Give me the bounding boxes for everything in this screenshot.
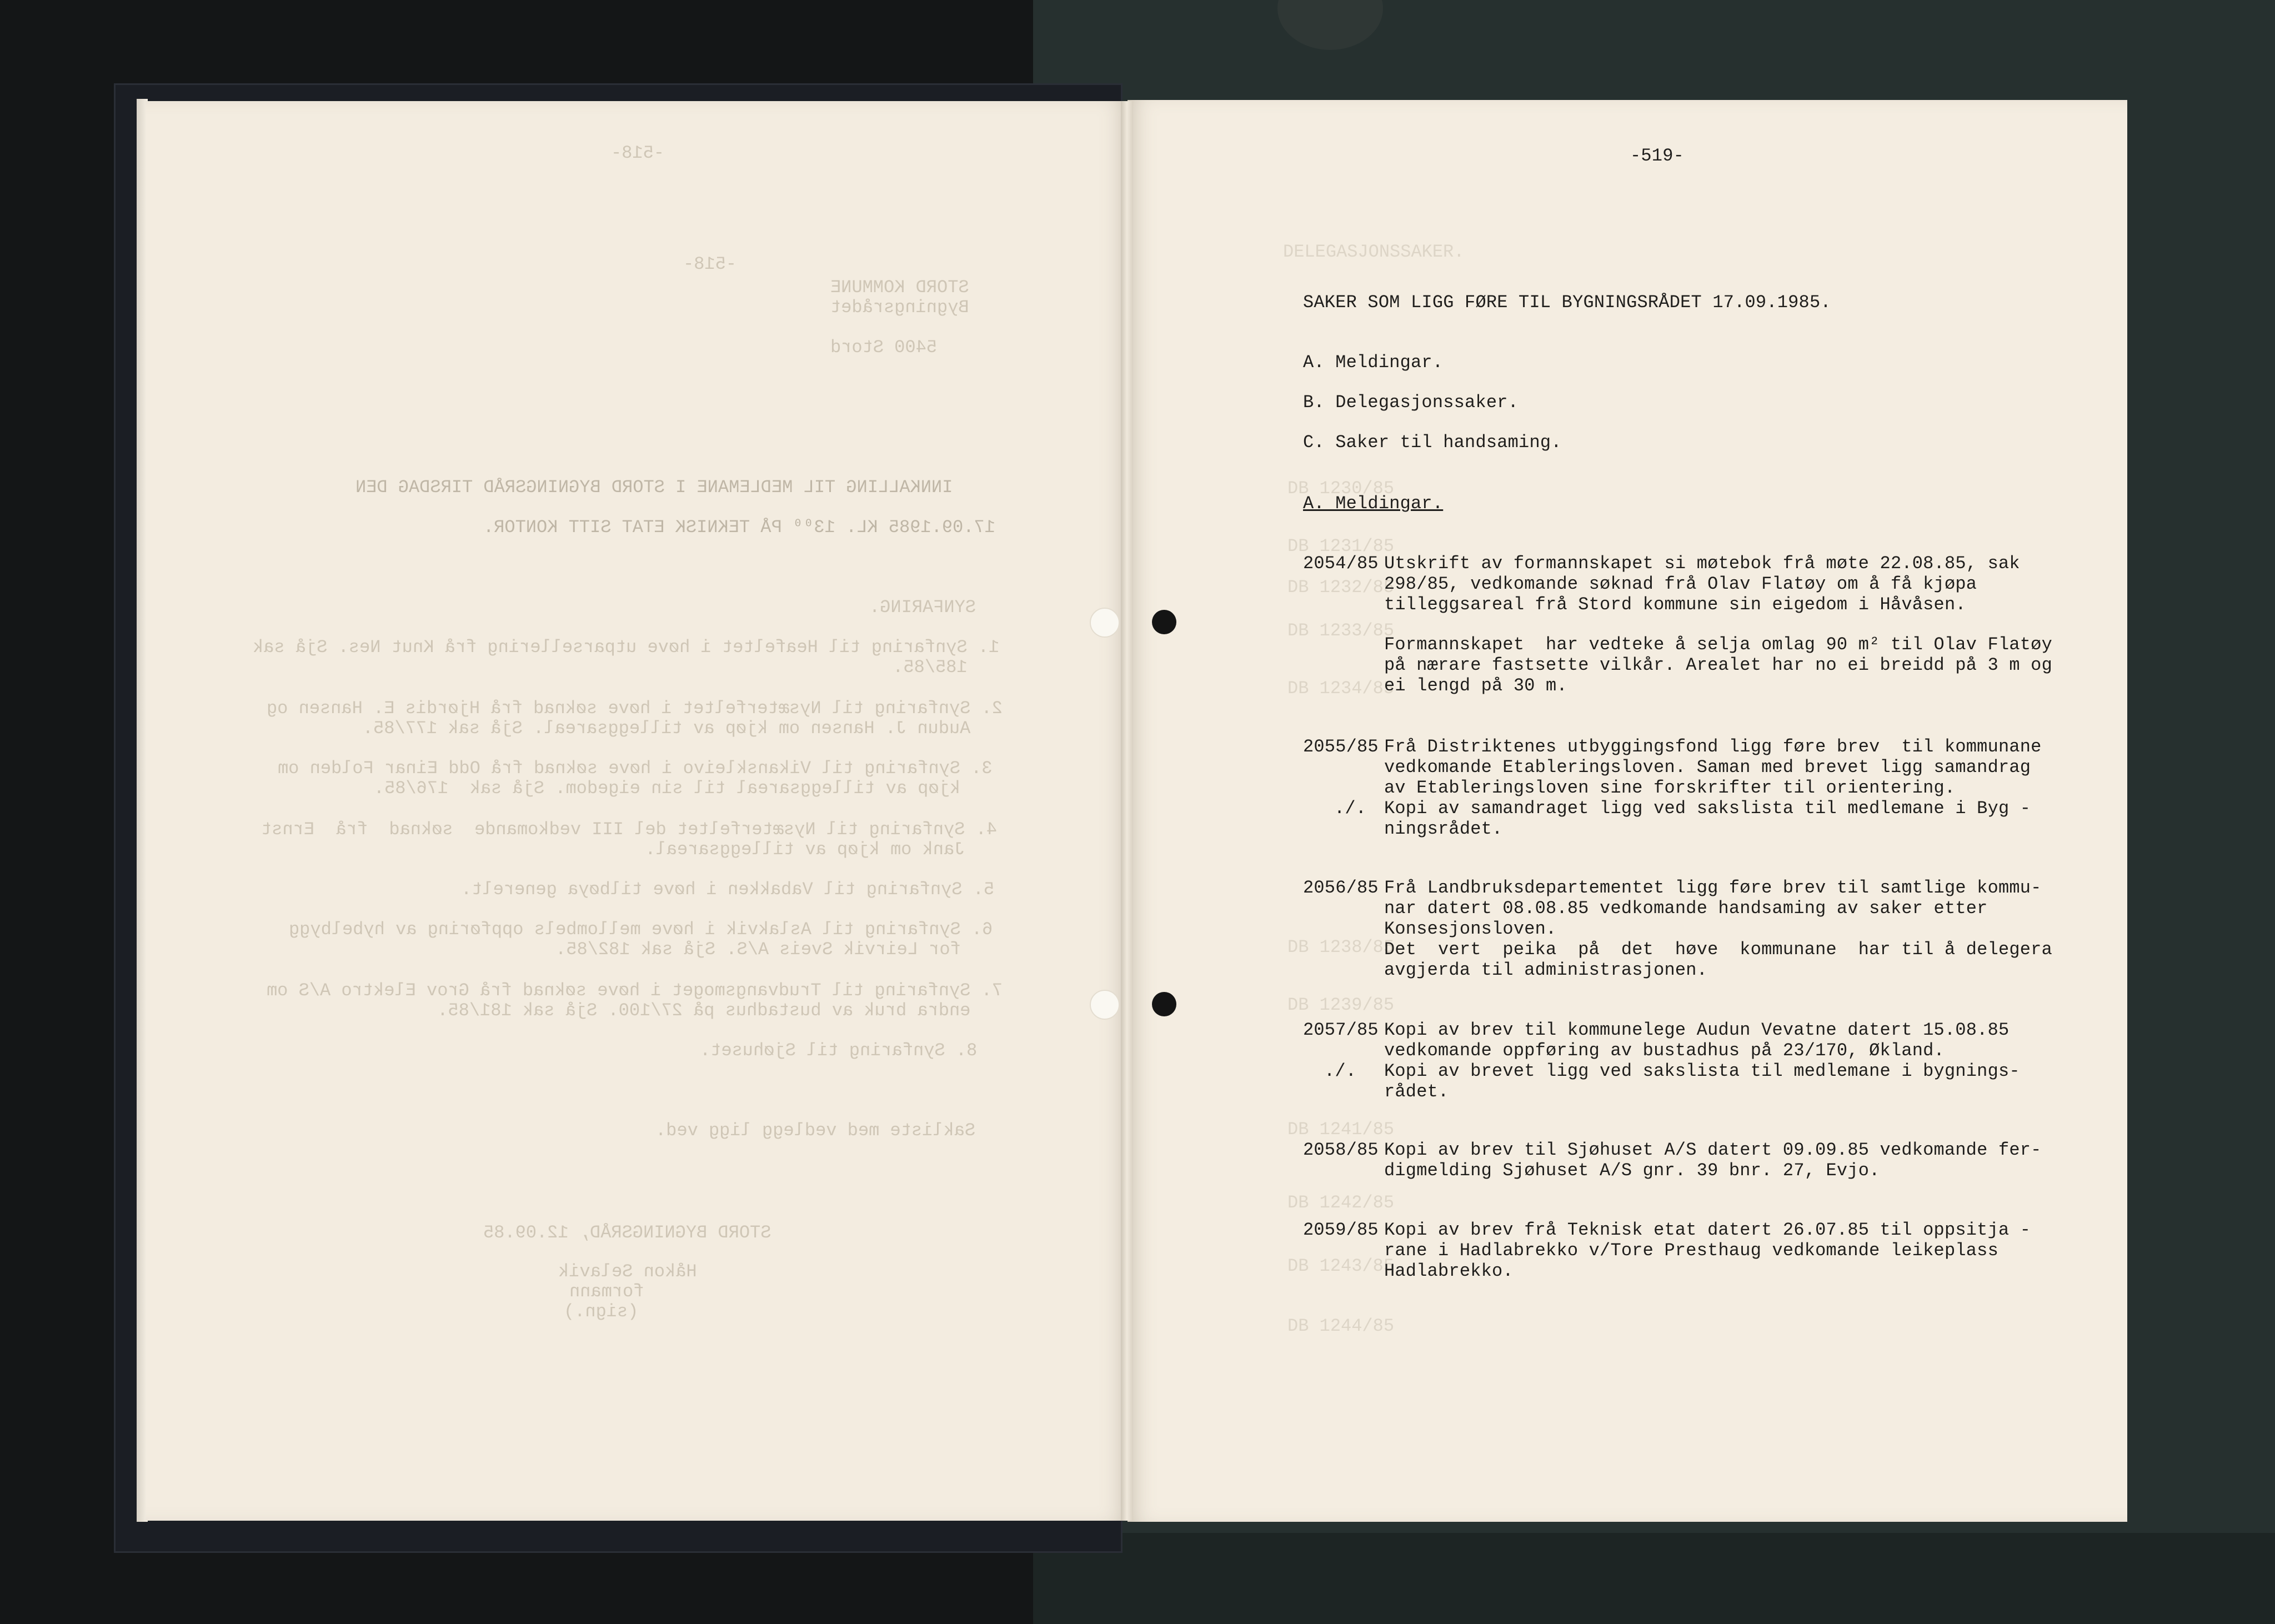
enclosure-mark: ./. (1324, 1061, 1357, 1081)
toc-item-a: A. Meldingar. (1303, 352, 1444, 373)
bleed-case: DB 1243/85 (1287, 1256, 1395, 1276)
case-number: 2056/85 (1303, 878, 1379, 898)
left-signoff: STORD BYGNINGSRÅD, 12.09.85 (483, 1222, 771, 1243)
left-closing: Sakliste med vedlegg ligg ved. (655, 1120, 976, 1141)
case-text-line: ei lengd på 30 m. (1384, 675, 1567, 696)
left-summons-line-1: INNKALLING TIL MEDLEMANE I STORD BYGNINGSRÅD TIRSDAG DEN (355, 477, 953, 498)
case-text-line: Formannskapet har vedteke å selja omlag 90 m² til Olav Flatøy (1384, 634, 2052, 655)
left-item-5: 5. Synfaring til Vabakken i høve tilbøya generelt. (461, 879, 995, 900)
left-signature-sign: (sign.) (564, 1301, 639, 1322)
case-text-line: nar datert 08.08.85 vedkomande handsaming av saker etter (1384, 898, 1988, 919)
left-sender-line-1: STORD KOMMUNE (830, 277, 969, 298)
case-text-line: Utskrift av formannskapet si møtebok frå møte 22.08.85, sak (1384, 553, 2020, 574)
case-text-line: Frå Distriktenes utbyggingsfond ligg føre brev til kommunane (1384, 736, 2042, 757)
case-text-line: Frå Landbruksdepartementet ligg føre brev til samtlige kommu- (1384, 878, 2042, 898)
punch-hole (1152, 992, 1176, 1016)
case-text-line: tilleggsareal frå Stord kommune sin eigedom i Håvåsen. (1384, 594, 1966, 615)
section-heading-meldingar: A. Meldingar. (1303, 493, 1444, 514)
case-text-line: Hadlabrekko. (1384, 1261, 1514, 1281)
case-number: 2054/85 (1303, 553, 1379, 574)
left-summons-line-2: 17.09.1985 KL. 13⁰⁰ PÅ TEKNISK ETAT SITT KONTOR. (483, 517, 995, 538)
left-signature-title: formann (569, 1281, 644, 1302)
punch-hole (1152, 610, 1176, 634)
bleed-case: DB 1242/85 (1287, 1192, 1395, 1213)
case-text-line: vedkomande oppføring av bustadhus på 23/170, Økland. (1384, 1040, 1945, 1061)
case-text-line: Kopi av brevet ligg ved sakslista til medlemane i bygnings- (1384, 1061, 2020, 1081)
left-item-4: 4. Synfaring til Nysæterfeltet del III vedkomande søknad frå Ernst Jank om kjøp av tilleggsareal. (261, 819, 998, 860)
book-spine (1121, 101, 1133, 1521)
case-text-line: Kopi av brev til kommunelege Audun Vevatne datert 15.08.85 (1384, 1020, 2010, 1040)
agenda-heading: SAKER SOM LIGG FØRE TIL BYGNINGSRÅDET 17.09.1985. (1303, 292, 1831, 313)
right-page-number: -519- (1630, 146, 1685, 166)
bleed-case: DB 1234/85 (1287, 678, 1395, 699)
background-bottom (1033, 1533, 2275, 1624)
case-number: 2057/85 (1303, 1020, 1379, 1040)
bleed-heading: DELEGASJONSSAKER. (1283, 242, 1465, 262)
bleed-case: DB 1239/85 (1287, 995, 1395, 1015)
bleed-case: DB 1232/85 (1287, 577, 1395, 598)
left-sender-line-2: Bygningsrådet (830, 297, 969, 318)
left-page-number: -518- (611, 143, 665, 163)
toc-item-c: C. Saker til handsaming. (1303, 432, 1562, 453)
bleed-case: DB 1233/85 (1287, 620, 1395, 641)
case-text-line: rane i Hadlabrekko v/Tore Presthaug vedkomande leikeplass (1384, 1240, 1998, 1261)
case-text-line: av Etableringsloven sine forskrifter til orientering. (1384, 778, 1956, 798)
case-text-line: Kopi av brev til Sjøhuset A/S datert 09.09.85 vedkomande fer- (1384, 1140, 2042, 1160)
left-item-8: 8. Synfaring til Sjøhuset. (700, 1040, 978, 1061)
case-text-line: på nærare fastsette vilkår. Arealet har no ei breidd på 3 m og (1384, 655, 2052, 675)
case-text-line: Det vert peika på det høve kommunane har til å delegera (1384, 939, 2052, 960)
case-text-line: avgjerda til administrasjonen. (1384, 960, 1708, 980)
case-text-line: Konsesjonsloven. (1384, 919, 1557, 939)
left-postal: 5400 Stord (830, 337, 938, 358)
left-section-heading: SYNFARING. (869, 597, 976, 618)
left-item-6: 6. Synfaring til Aslakvik i høve mellombels oppføring av hybelbygg for Leirvik Sveis A/S. Sjå sak 182/85. (289, 919, 993, 960)
punch-hole (1090, 990, 1120, 1020)
left-header-number: -518- (683, 254, 737, 274)
left-item-1: 1. Synfaring til Heafeltet i høve utparsellering frå Knut Nes. Sjå sak 185/85. (253, 637, 1000, 678)
enclosure-mark: ./. (1334, 798, 1367, 819)
left-item-2: 2. Synfaring til Nysæterfeltet i høve søknad frå Hjørdis E. Hansen og Audun J. Hansen om kjøp av tilleggsareal. Sjå sak 177/85. (267, 698, 1003, 739)
case-number: 2055/85 (1303, 736, 1379, 757)
case-number: 2059/85 (1303, 1220, 1379, 1240)
punch-hole (1090, 608, 1120, 638)
bleed-case: DB 1241/85 (1287, 1119, 1395, 1140)
bleed-case: DB 1244/85 (1287, 1316, 1395, 1336)
bleed-case: DB 1238/85 (1287, 937, 1395, 958)
left-item-3: 3. Synfaring til Vikanskleivo i høve søknad frå Odd Einar Folden om kjøp av tilleggsareal til sin eigedom. Sjå sak 176/85. (278, 758, 993, 799)
bleed-case: DB 1231/85 (1287, 536, 1395, 557)
case-number: 2058/85 (1303, 1140, 1379, 1160)
left-signature-name: Håkon Selavik (558, 1261, 697, 1282)
case-text-line: Kopi av brev frå Teknisk etat datert 26.07.85 til oppsitja - (1384, 1220, 2031, 1240)
toc-item-b: B. Delegasjonssaker. (1303, 392, 1519, 413)
bleed-case: DB 1230/85 (1287, 478, 1395, 499)
case-text-line: 298/85, vedkomande søknad frå Olav Flatøy om å få kjøpa (1384, 574, 1977, 594)
case-text-line: digmelding Sjøhuset A/S gnr. 39 bnr. 27, Evjo. (1384, 1160, 1880, 1181)
left-item-7: 7. Synfaring til Trudvangsmoget i høve søknad frå Grov Elektro A/S om endra bruk av bustadhus på 27/100. Sjå sak 181/85. (267, 980, 1003, 1021)
case-text-line: rådet. (1384, 1081, 1449, 1102)
case-text-line: Kopi av samandraget ligg ved sakslista til medlemane i Byg - (1384, 798, 2031, 819)
case-text-line: ningsrådet. (1384, 819, 1503, 839)
case-text-line: vedkomande Etableringsloven. Saman med brevet ligg samandrag (1384, 757, 2031, 778)
